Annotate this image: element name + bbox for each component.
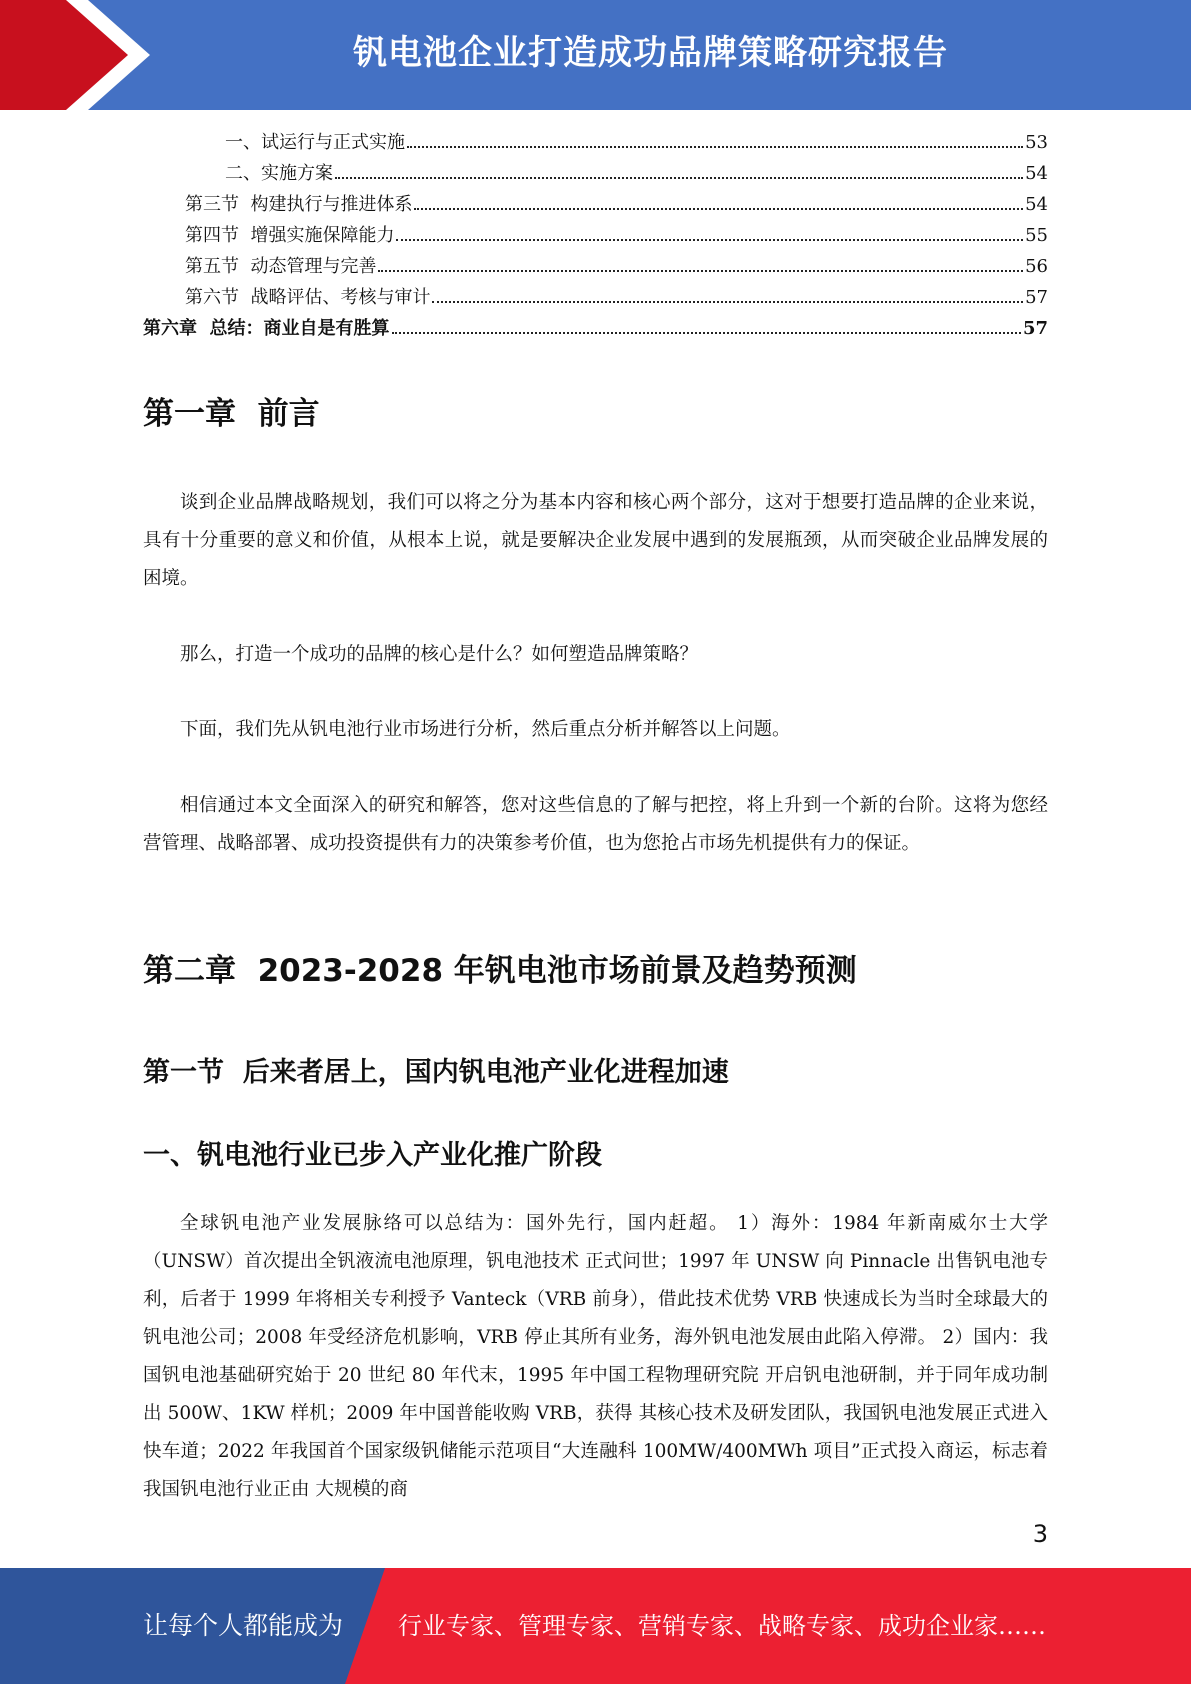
toc-entry-page: 56 [1025,256,1048,277]
toc-entry-page: 55 [1025,225,1048,246]
chapter-heading: 第二章 2023-2028 年钒电池市场前景及趋势预测 [143,953,857,989]
red-chevron-decoration [0,0,150,110]
chapter-heading: 第一章 前言 [143,396,320,432]
chapter-1-paragraph [143,636,1048,674]
body-paragraph: 相信通过本文全面深入的研究和解答，您对这些信息的了解与把控，将上升到一个新的台阶。这将为您经营管理、战略部署、成功投资提供有力的决策参考价值，也为您抢占市场先机提供有力的保证。 [143,795,1048,854]
toc-entry[interactable] [143,252,1048,283]
section-heading-block [143,1050,1048,1089]
page-footer-banner [0,1568,1191,1684]
body-paragraph: 下面，我们先从钒电池行业市场进行分析，然后重点分析并解答以上问题。 [180,719,791,740]
body-paragraph: 谈到企业品牌战略规划，我们可以将之分为基本内容和核心两个部分，这对于想要打造品牌的企业来说，具有十分重要的意义和价值，从根本上说，就是要解决企业发展中遇到的发展瓶颈，从而突破企业品牌发展的困境。 [143,492,1048,589]
toc-entry-label: 第五节 动态管理与完善 [185,256,377,277]
footer-slogan-left: 让每个人都能成为 [143,1611,344,1640]
toc-entry-page: 57 [1025,287,1048,308]
toc-entry[interactable] [143,128,1048,159]
toc-dot-leader [396,238,1023,241]
toc-dot-leader [335,176,1023,179]
page-number: 3 [1032,1520,1048,1548]
toc-entry-label: 第三节 构建执行与推进体系 [185,194,413,215]
chapter-1-paragraph [143,711,1048,749]
toc-entry-chapter[interactable] [143,314,1048,345]
toc-entry-label: 一、试运行与正式实施 [225,132,405,153]
toc-dot-leader [432,300,1023,303]
table-of-contents [143,128,1048,345]
body-paragraph: 那么，打造一个成功的品牌的核心是什么？如何塑造品牌策略？ [180,644,699,665]
page-header-banner [0,0,1191,110]
chapter-2-paragraph [143,1205,1048,1509]
toc-entry-page: 54 [1025,194,1048,215]
toc-entry-label: 第六节 战略评估、考核与审计 [185,287,431,308]
toc-dot-leader [414,207,1023,210]
toc-dot-leader [407,145,1023,148]
report-title: 钒电池企业打造成功品牌策略研究报告 [353,33,948,73]
chapter-1-paragraph [143,484,1048,598]
subsection-heading: 一、钒电池行业已步入产业化推广阶段 [143,1140,602,1171]
toc-entry-label: 第六章 总结：商业自是有胜算 [143,318,390,339]
toc-entry-page: 53 [1025,132,1048,153]
subsection-heading-block [143,1133,1048,1172]
section-heading: 第一节 后来者居上，国内钒电池产业化进程加速 [143,1057,729,1088]
toc-entry-page: 54 [1025,163,1048,184]
toc-entry-label: 第四节 增强实施保障能力 [185,225,395,246]
toc-entry[interactable] [143,159,1048,190]
toc-entry-label: 二、实施方案 [225,163,333,184]
toc-entry[interactable] [143,283,1048,314]
toc-entry[interactable] [143,190,1048,221]
chapter-2-heading-block [143,945,1048,990]
chapter-1-paragraph [143,787,1048,863]
footer-slogan-right: 行业专家、管理专家、营销专家、战略专家、成功企业家…… [398,1612,1046,1640]
toc-entry[interactable] [143,221,1048,252]
body-paragraph: 全球钒电池产业发展脉络可以总结为：国外先行，国内赶超。 1）海外：1984 年新南威尔士大学（UNSW）首次提出全钒液流电池原理，钒电池技术 正式问世；1997 年 UNSW 向 Pinnacle 出售钒电池专利，后者于 1999 年将相关专利授予 Vanteck（VRB 前身），借此技术优势 VRB 快速成长为当时全球最大的钒电池公司；2008 年受经济危机影响，VRB 停止其所有业务，海外钒电池发展由此陷入停滞。 2）国内：我国钒电池基础研究始于 20 世纪 80 年代末，1995 年中国工程物理研究院 开启钒电池研制，并于同年成功制出 500W、1KW 样机；2009 年中国普能收购 VRB，获得 其核心技术及研发团队，我国钒电池发展正式进入快车道；2022 年我国首个国家级钒储能示范项目“大连融科 100MW/400MWh 项目”正式投入商运，标志着我国钒电池行业正由 大规模的商 [143,1213,1048,1500]
toc-entry-page: 57 [1022,318,1048,339]
toc-dot-leader [392,331,1021,334]
chapter-1-heading-block [143,388,1048,433]
toc-dot-leader [378,269,1023,272]
